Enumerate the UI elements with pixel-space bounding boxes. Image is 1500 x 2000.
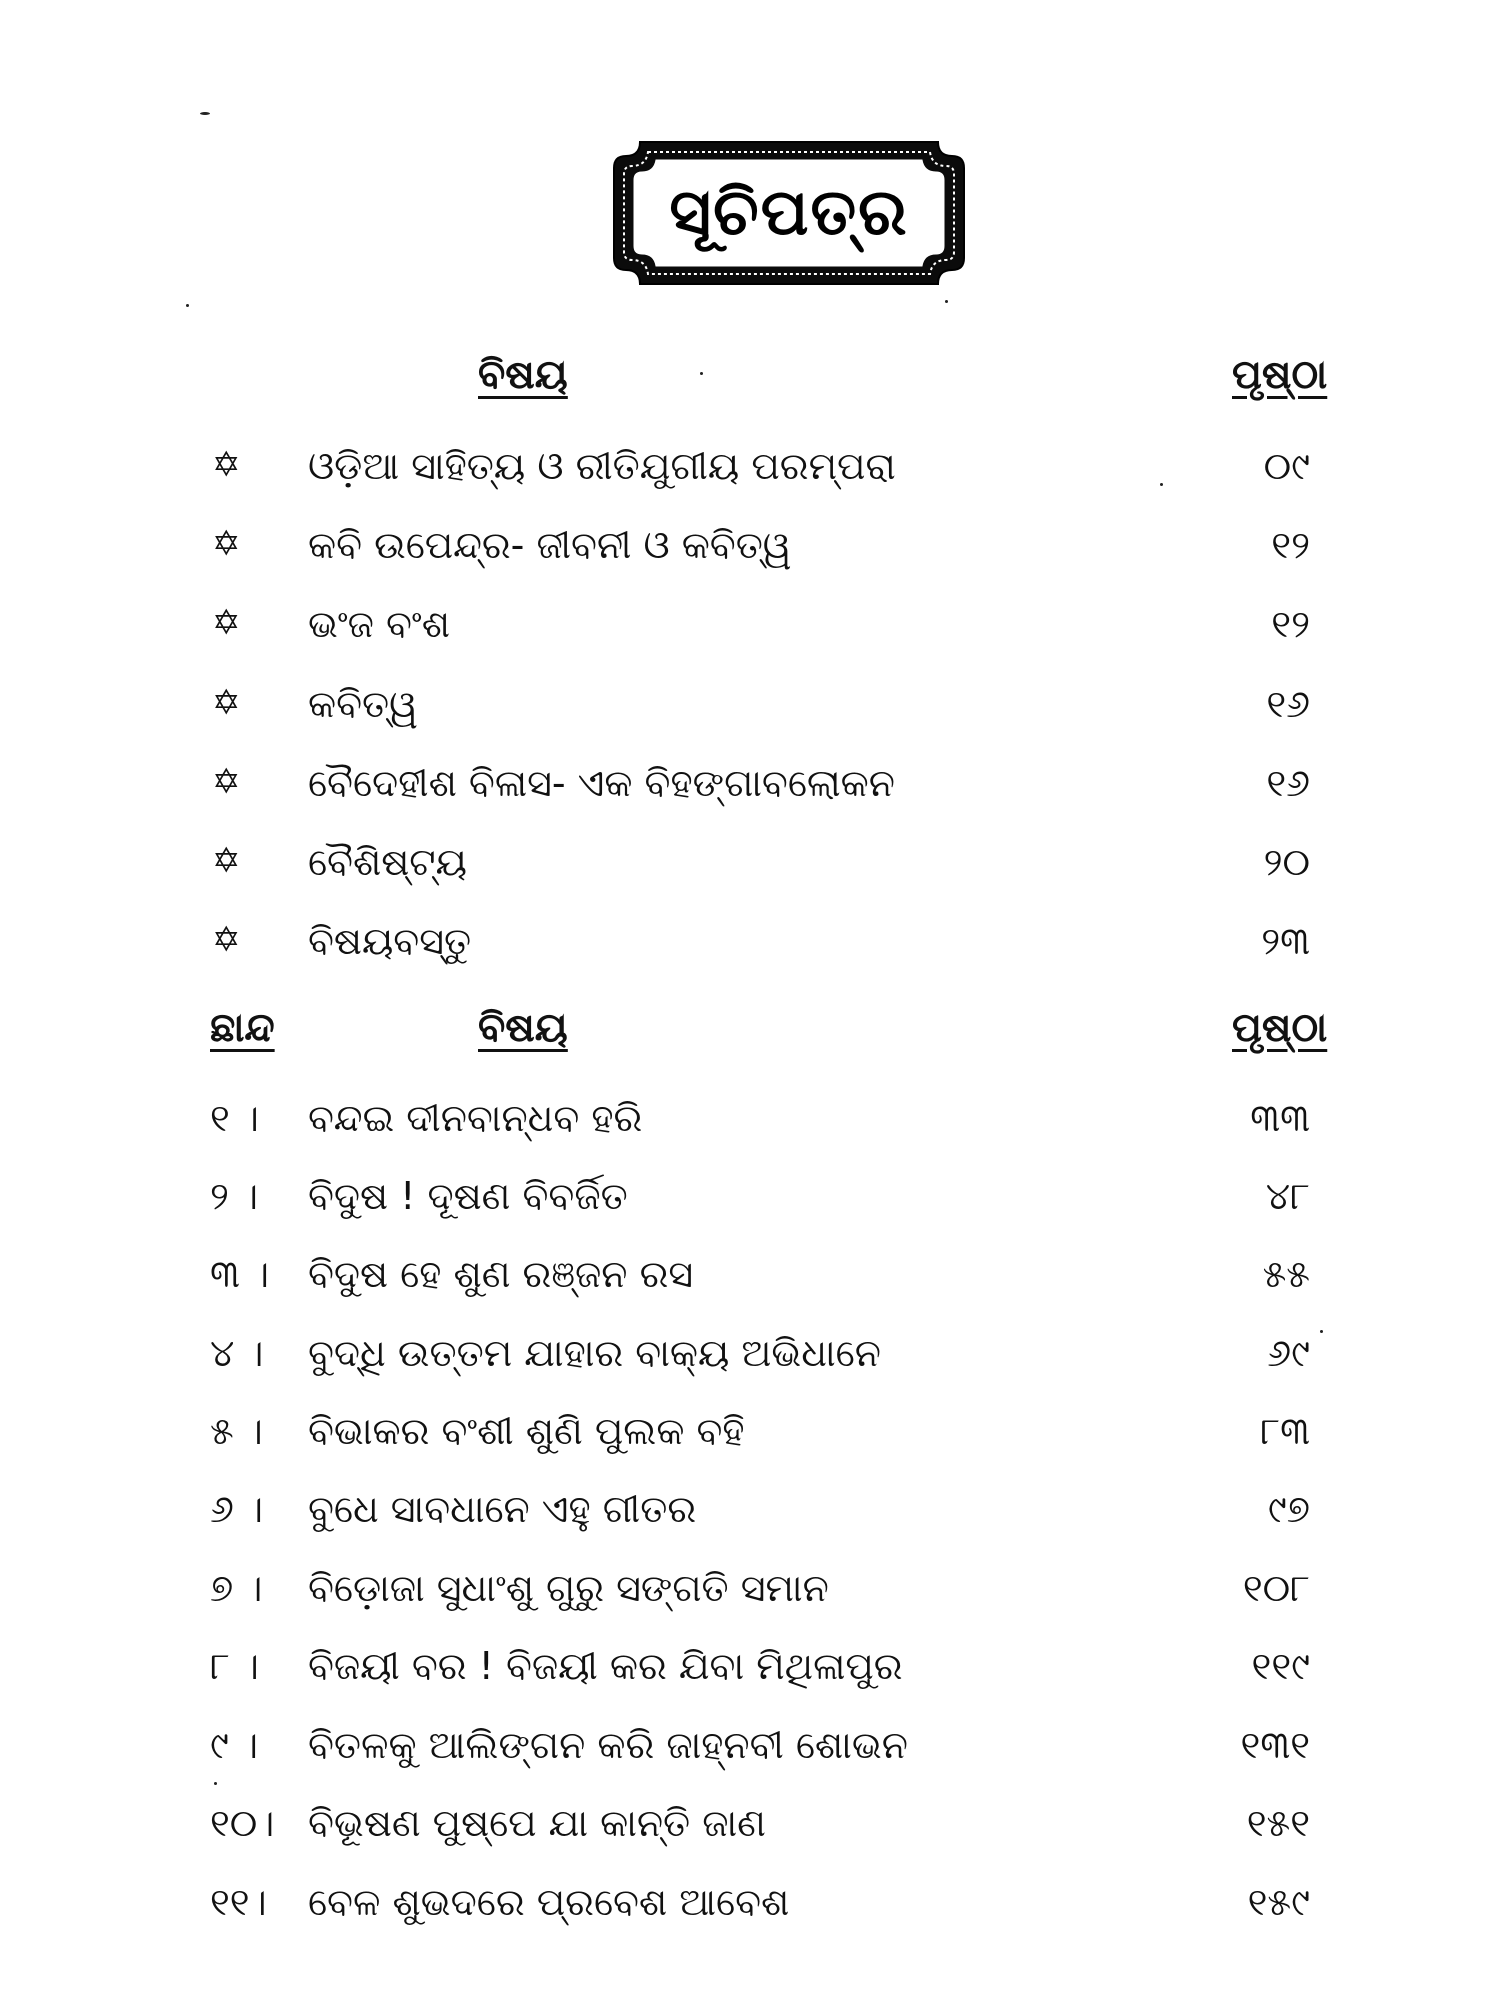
chhanda-page: ୧୦୮ bbox=[1242, 1566, 1310, 1610]
list-item-topic: ଓଡ଼ିଆ ସାହିତ୍ୟ ଓ ରୀତିଯୁଗୀୟ ପରମ୍ପରା bbox=[308, 444, 896, 488]
table-row bbox=[0, 1327, 1500, 1387]
table-row bbox=[0, 1640, 1500, 1700]
chhanda-number: ୨ । bbox=[210, 1174, 259, 1218]
scan-speck bbox=[214, 1782, 217, 1785]
star-bullet-icon: ✡ bbox=[212, 524, 241, 564]
chhanda-topic: ବିତଳକୁ ଆଲିଙ୍ଗନ କରି ଜାହ୍ନବୀ ଶୋଭନ bbox=[308, 1723, 908, 1767]
scan-speck bbox=[700, 372, 703, 375]
list-item-page: ୨୦ bbox=[1263, 840, 1310, 884]
list-item bbox=[0, 836, 1500, 896]
chhanda-number: ୧୧। bbox=[210, 1880, 267, 1924]
scan-speck bbox=[945, 300, 948, 303]
chhanda-page: ୪୮ bbox=[1265, 1174, 1310, 1218]
section2-topic-header: ବିଷୟ bbox=[478, 1005, 568, 1051]
list-item-topic: ବୈଦେହୀଶ ବିଳାସ- ଏକ ବିହଙ୍ଗାବଲୋକନ bbox=[308, 761, 895, 805]
chhanda-number: ୭ । bbox=[210, 1566, 263, 1610]
chhanda-topic: ବେଳ ଶୁଭଦରେ ପ୍ରବେଶ ଆବେଶ bbox=[308, 1880, 790, 1924]
table-row bbox=[0, 1719, 1500, 1779]
chhanda-number: ୩ । bbox=[210, 1252, 270, 1296]
list-item-page: ୧୨ bbox=[1271, 602, 1310, 646]
star-bullet-icon: ✡ bbox=[212, 683, 241, 723]
chhanda-page: ୧୧୯ bbox=[1251, 1644, 1310, 1688]
list-item-page: ୧୬ bbox=[1266, 761, 1310, 805]
chhanda-number: ୪ । bbox=[210, 1331, 264, 1375]
chhanda-number: ୫ । bbox=[210, 1409, 263, 1453]
table-row bbox=[0, 1170, 1500, 1230]
list-item-topic: ବିଷୟବସ୍ତୁ bbox=[308, 919, 472, 963]
chhanda-topic: ବିଦୁଷ ! ଦୂଷଣ ବିବର୍ଜିତ bbox=[308, 1174, 628, 1218]
list-item-topic: ବୈଶିଷ୍ଟ୍ୟ bbox=[308, 840, 467, 884]
star-bullet-icon: ✡ bbox=[212, 841, 241, 881]
scan-speck bbox=[186, 304, 189, 307]
table-row bbox=[0, 1562, 1500, 1622]
list-item bbox=[0, 519, 1500, 579]
title-plaque bbox=[610, 138, 968, 288]
chhanda-topic: ବୁଦ୍ଧି ଉତ୍ତମ ଯାହାର ବାକ୍ୟ ଅଭିଧାନେ bbox=[308, 1331, 881, 1375]
star-bullet-icon: ✡ bbox=[212, 762, 241, 802]
list-item-page: ୨୩ bbox=[1261, 919, 1310, 963]
star-bullet-icon: ✡ bbox=[212, 920, 241, 960]
section1-page-header: ପୃଷ୍ଠା bbox=[1232, 352, 1328, 398]
star-bullet-icon: ✡ bbox=[212, 603, 241, 643]
chhanda-number: ୧ । bbox=[210, 1096, 259, 1140]
list-item bbox=[0, 440, 1500, 500]
chhanda-topic: ବନ୍ଦଇ ଦୀନବାନ୍ଧବ ହରି bbox=[308, 1096, 643, 1140]
chhanda-page: ୩୩ bbox=[1250, 1096, 1310, 1140]
section2-page-header: ପୃଷ୍ଠା bbox=[1232, 1005, 1328, 1051]
list-item-page: ୧୨ bbox=[1271, 523, 1310, 567]
list-item bbox=[0, 757, 1500, 817]
list-item bbox=[0, 678, 1500, 738]
list-item-topic: କବି ଉପେନ୍ଦ୍ର- ଜୀବନୀ ଓ କବିତ୍ୱ bbox=[308, 523, 792, 567]
chhanda-page: ୧୫୯ bbox=[1247, 1880, 1310, 1924]
section2-chhanda-header: ଛାନ୍ଦ bbox=[210, 1005, 275, 1051]
chhanda-number: ୮ । bbox=[210, 1644, 260, 1688]
table-row bbox=[0, 1797, 1500, 1857]
chhanda-page: ୧୫୧ bbox=[1246, 1801, 1310, 1845]
chhanda-number: ୬ । bbox=[210, 1487, 264, 1531]
table-row bbox=[0, 1876, 1500, 1936]
list-item bbox=[0, 915, 1500, 975]
table-row bbox=[0, 1483, 1500, 1543]
chhanda-page: ୫୫ bbox=[1262, 1252, 1310, 1296]
chhanda-topic: ବିଡ଼ୋଜା ସୁଧାଂଶୁ ଗୁରୁ ସଙ୍ଗତି ସମାନ bbox=[308, 1566, 829, 1610]
list-item bbox=[0, 598, 1500, 658]
chhanda-topic: ବିଭାକର ବଂଶୀ ଶୁଣି ପୁଲକ ବହି bbox=[308, 1409, 745, 1453]
table-row bbox=[0, 1092, 1500, 1152]
chhanda-number: ୯ । bbox=[210, 1723, 259, 1767]
table-row bbox=[0, 1248, 1500, 1308]
chhanda-number: ୧୦। bbox=[210, 1801, 275, 1845]
table-row bbox=[0, 1405, 1500, 1465]
star-bullet-icon: ✡ bbox=[212, 445, 241, 485]
chhanda-topic: ବିଦୁଷ ହେ ଶୁଣ ରଞ୍ଜନ ରସ bbox=[308, 1252, 694, 1296]
chhanda-page: ୧୩୧ bbox=[1240, 1723, 1310, 1767]
chhanda-topic: ବିଭୂଷଣ ପୁଷ୍ପେ ଯା କାନ୍ତି ଜାଣ bbox=[308, 1801, 766, 1845]
page-title: ସୂଚିପତ୍ର bbox=[669, 176, 909, 250]
chhanda-topic: ବୁଧେ ସାବଧାନେ ଏହୁ ଗୀତର bbox=[308, 1487, 697, 1531]
list-item-topic: ଭଂଜ ବଂଶ bbox=[308, 602, 450, 646]
chhanda-page: ୮୩ bbox=[1260, 1409, 1310, 1453]
chhanda-topic: ବିଜୟୀ ବର ! ବିଜୟୀ କର ଯିବା ମିଥିଳାପୁର bbox=[308, 1644, 903, 1688]
chhanda-page: ୯୭ bbox=[1267, 1487, 1310, 1531]
section1-topic-header: ବିଷୟ bbox=[478, 352, 568, 398]
list-item-topic: କବିତ୍ୱ bbox=[308, 682, 418, 726]
list-item-page: ୧୬ bbox=[1266, 682, 1310, 726]
scan-speck bbox=[200, 112, 210, 115]
chhanda-page: ୬୯ bbox=[1267, 1331, 1310, 1375]
list-item-page: ୦୯ bbox=[1263, 444, 1310, 488]
